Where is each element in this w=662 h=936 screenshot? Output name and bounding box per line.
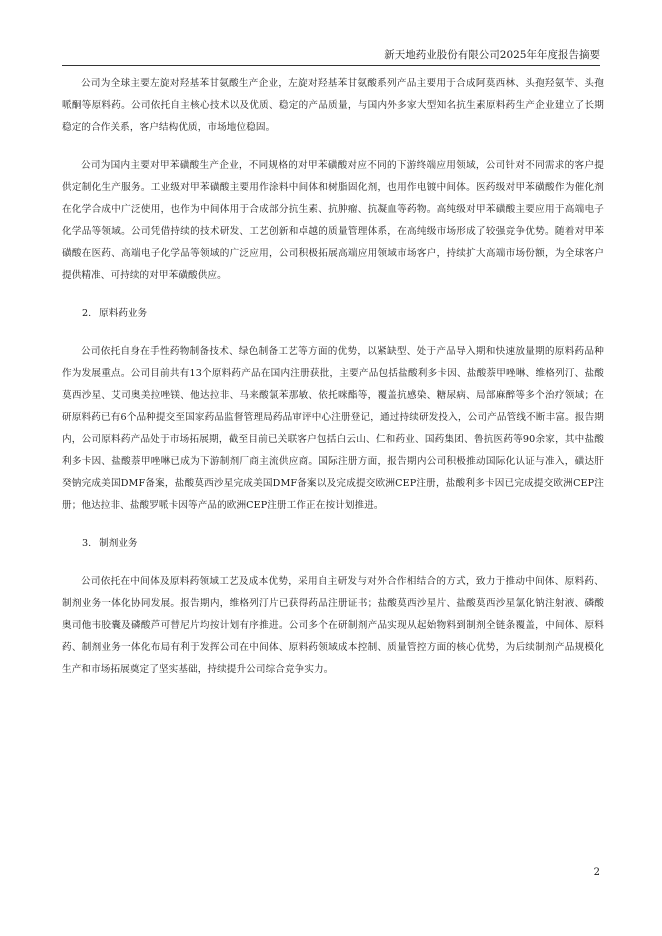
- section-heading-api: [62, 303, 604, 325]
- section-number: 3.: [82, 538, 92, 549]
- section-title: 原料药业务: [99, 308, 148, 319]
- intro-paragraph-toluenesulfonic-acid: 公司为国内主要对甲苯磺酸生产企业，不同规格的对甲苯磺酸对应不同的下游终端应用领域，公司针对不同需求的客户提供定制化生产服务。工业级对甲苯磺酸主要用作涂料中间体和树脂固化剂，也用作电镀中间体。医药级对甲苯磺酸作为催化剂在化学合成中广泛使用，也作为中间体用于合成部分抗生素、抗肿瘤、抗凝血等药物。高纯级对甲苯磺酸主要应用于高端电子化学品等领域。公司凭借持续的技术研发、工艺创新和卓越的质量管理体系，在高纯级市场形成了较强竞争优势。随着对甲苯磺酸在医药、高端电子化学品等领域的广泛应用，公司积极拓展高端应用领域市场客户，持续扩大高端市场份额，为全球客户提供精准、可持续的对甲苯磺酸供应。: [62, 160, 604, 281]
- section-heading-formulation: [62, 533, 604, 555]
- report-header-title: 新天地药业股份有限公司2025年年度报告摘要: [384, 49, 600, 61]
- report-body: [62, 73, 604, 697]
- section-number: 2.: [82, 308, 92, 319]
- api-business-paragraph: 公司依托自身在手性药物制备技术、绿色制备工艺等方面的优势，以紧缺型、处于产品导入期和快速放量期的原料药品种作为发展重点。公司目前共有13个原料药产品在国内注册获批，主要产品包括盐酸利多卡因、盐酸萘甲唑啉、维格列汀、盐酸莫西沙星、艾司奥美拉唑镁、他达拉非、马来酸氯苯那敏、依托咪酯等，覆盖抗感染、糖尿病、局部麻醉等多个治疗领域；在研原料药已有6个品种提交至国家药品监督管理局药品审评中心注册登记，通过持续研发投入，公司产品管线不断丰富。报告期内，公司原料药产品处于市场拓展期，截至目前已关联客户包括白云山、仁和药业、国药集团、鲁抗医药等90余家，其中盐酸利多卡因、盐酸萘甲唑啉已成为下游制剂厂商主流供应商。国际注册方面，报告期内公司积极推动国际化认证与准入，磺达肝癸钠完成美国DMF备案，盐酸莫西沙星完成美国DMF备案以及完成提交欧洲CEP注册，盐酸利多卡因已完成提交欧洲CEP注册；他达拉非、盐酸罗哌卡因等产品的欧洲CEP注册工作正在按计划推进。: [62, 346, 604, 511]
- report-header: [62, 47, 600, 66]
- page-number: 2: [593, 867, 600, 878]
- section-title: 制剂业务: [99, 538, 138, 549]
- formulation-business-paragraph: 公司依托在中间体及原料药领域工艺及成本优势，采用自主研发与对外合作相结合的方式，致力于推动中间体、原料药、制剂业务一体化协同发展。报告期内，维格列汀片已获得药品注册证书；盐酸莫西沙星片、盐酸莫西沙星氯化钠注射液、磷酸奥司他韦胶囊及磷酸芦可替尼片均按计划有序推进。公司多个在研制剂产品实现从起始物料到制剂全链条覆盖，中间体、原料药、制剂业务一体化布局有利于发挥公司在中间体、原料药领域成本控制、质量管控方面的核心优势，为后续制剂产品规模化生产和市场拓展奠定了坚实基础，持续提升公司综合竞争实力。: [62, 576, 604, 675]
- intro-paragraph-hydroxyphenylglycine: 公司为全球主要左旋对羟基苯甘氨酸生产企业，左旋对羟基苯甘氨酸系列产品主要用于合成阿莫西林、头孢羟氨苄、头孢哌酮等原料药。公司依托自主核心技术以及优质、稳定的产品质量，与国内外多家大型知名抗生素原料药生产企业建立了长期稳定的合作关系，客户结构优质，市场地位稳固。: [62, 78, 604, 133]
